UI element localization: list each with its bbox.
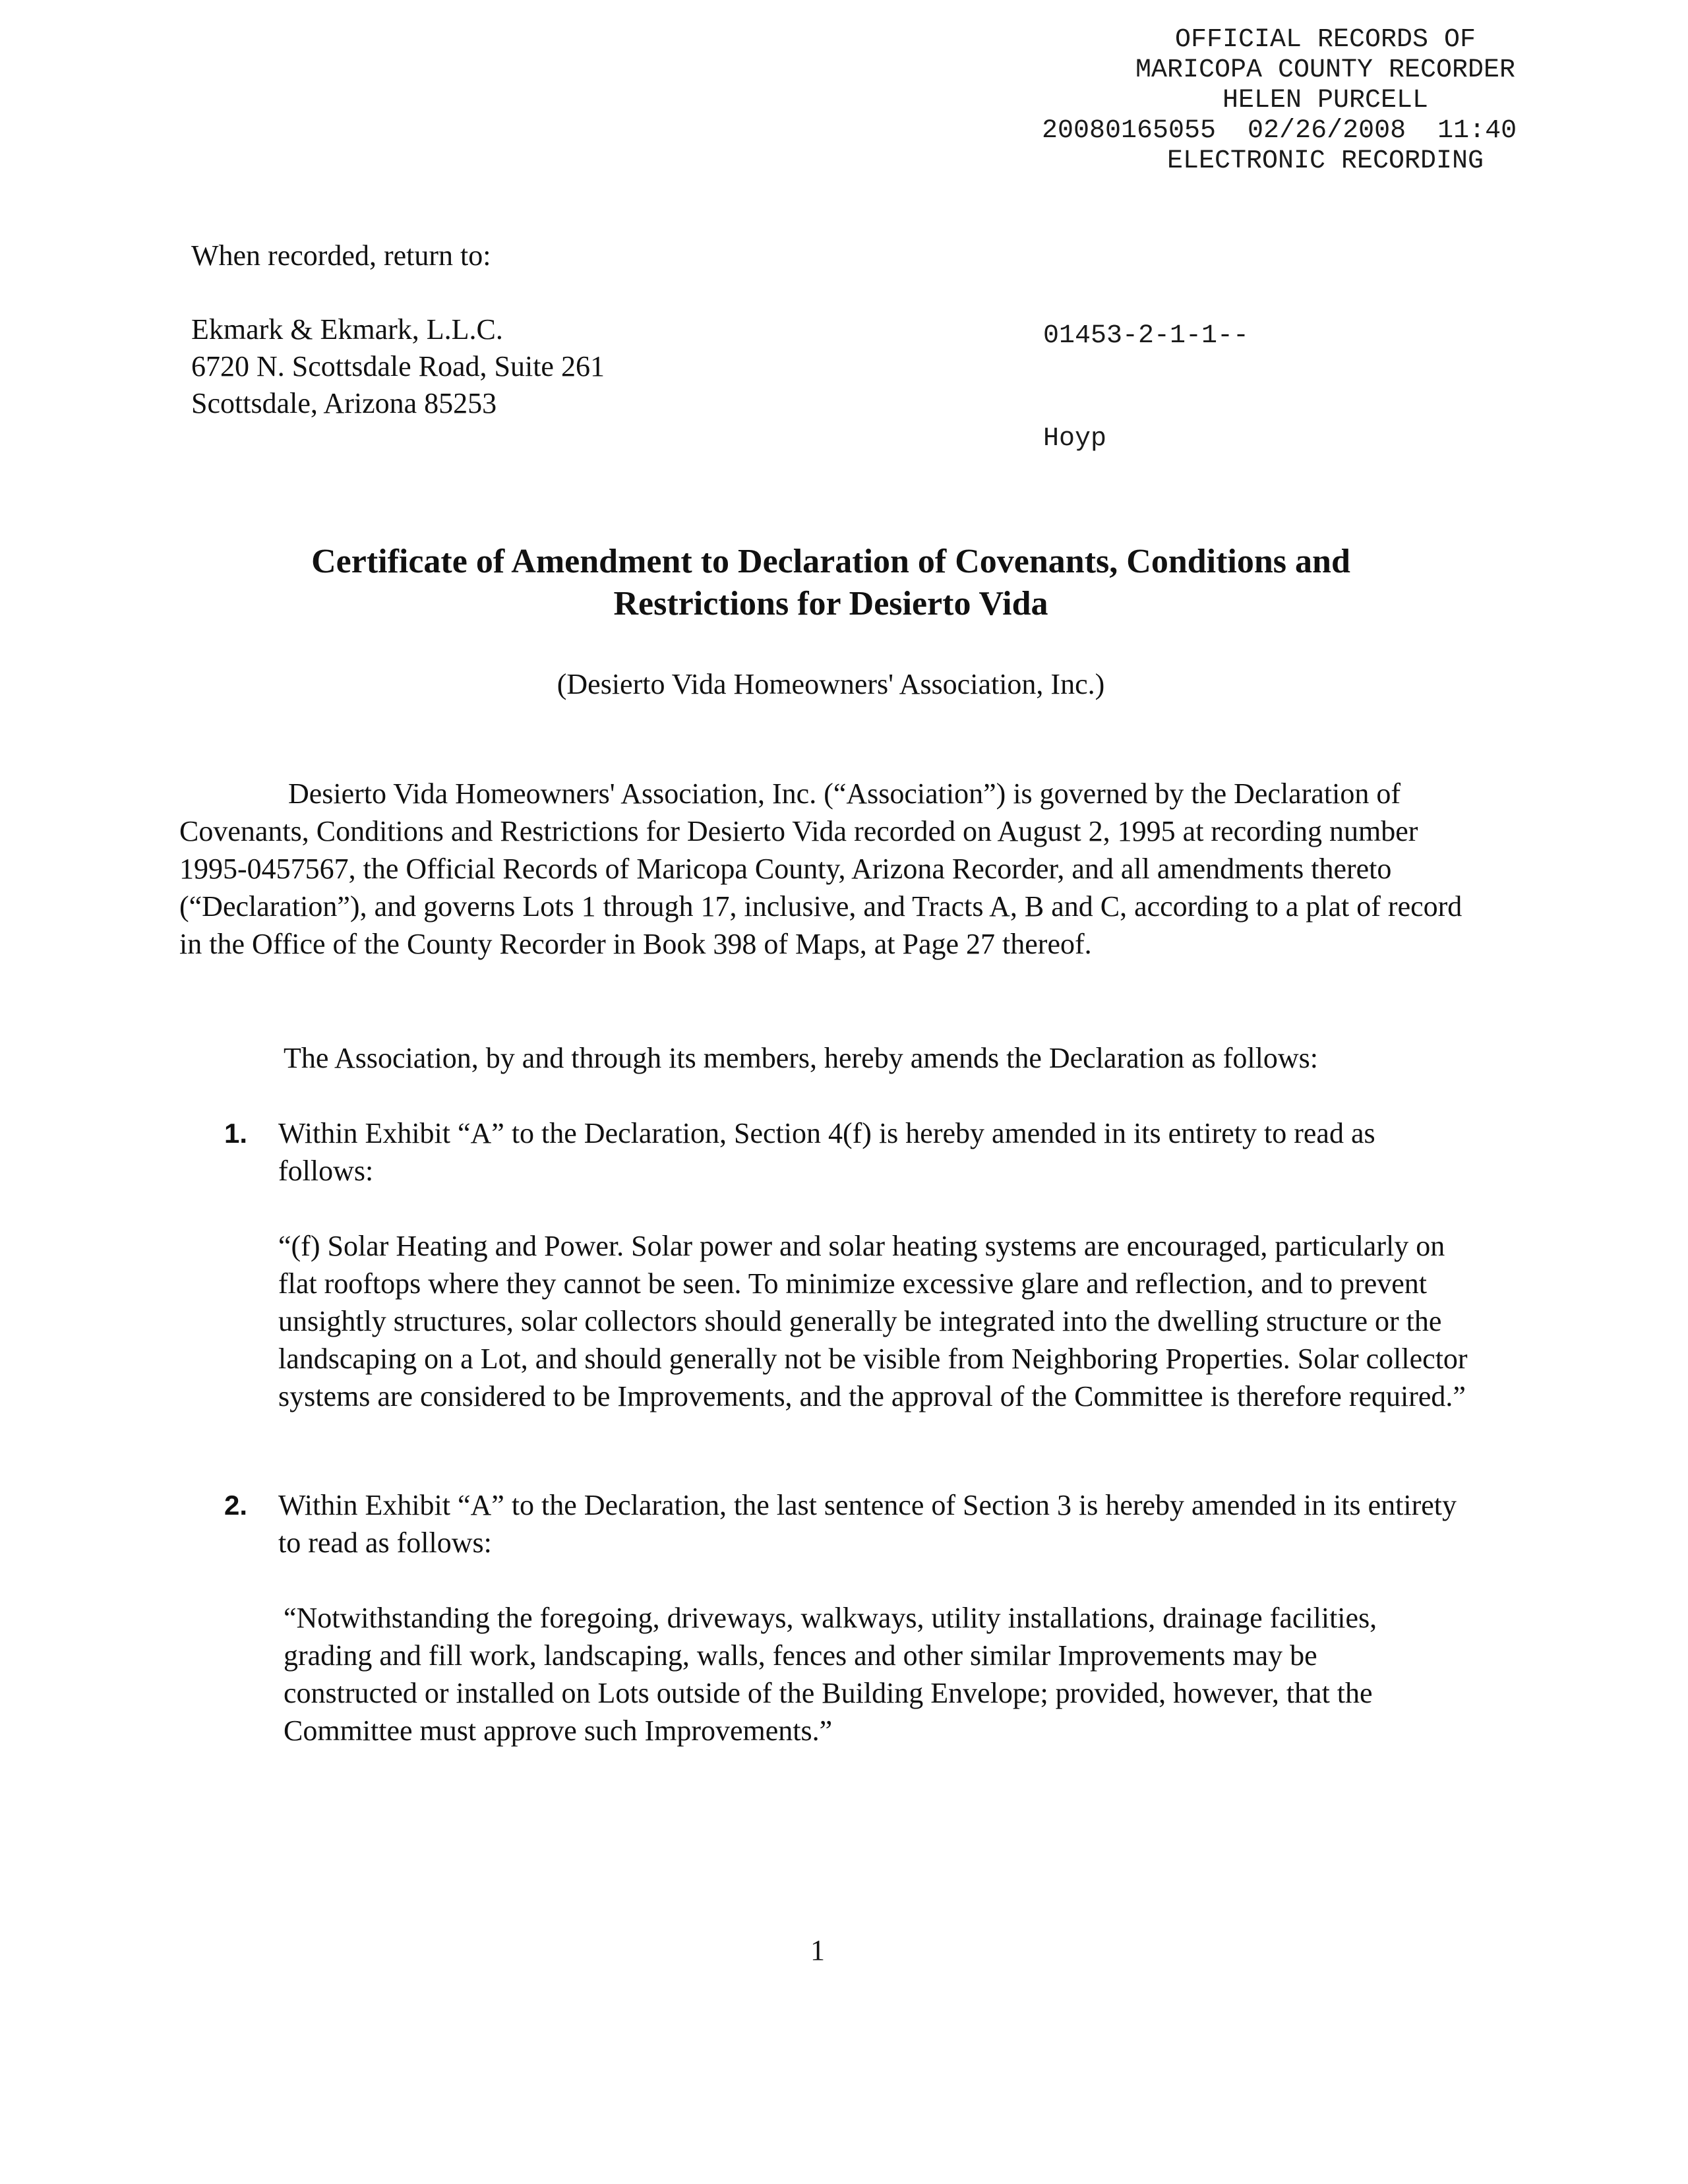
amendment-text: Within Exhibit “A” to the Declaration, Section 4(f) is hereby amended in its entirety to read as follows: <box>278 1117 1375 1187</box>
amendment-number: 2. <box>224 1490 248 1521</box>
document-subtitle: (Desierto Vida Homeowners' Association, Inc.) <box>557 668 1105 700</box>
recorder-stamp-line: OFFICIAL RECORDS OF <box>1174 25 1476 55</box>
amendment-text: Within Exhibit “A” to the Declaration, the last sentence of Section 3 is hereby amended in its entirety to read as follows: <box>278 1489 1457 1559</box>
document-title <box>185 541 1477 625</box>
intro-paragraph: Desierto Vida Homeowners' Association, Inc. (“Association”) is governed by the Declaration of Covenants, Conditions and Restrictions for Desierto Vida recorded on August 2, 1995 at recording number 1995-0457567, the Official Records of Maricopa County, Arizona Recorder, and all amendments thereto (“Declaration”), and governs Lots 1 through 17, inclusive, and Tracts A, B and C, according to a plat of record in the Office of the County Recorder in Book 398 of Maps, at Page 27 thereof. <box>179 777 1462 960</box>
recorder-stamp <box>1029 25 1622 177</box>
return-to-name: Ekmark & Ekmark, L.L.C. <box>191 313 503 346</box>
return-to-city: Scottsdale, Arizona 85253 <box>191 387 497 419</box>
recorder-stamp-line: HELEN PURCELL <box>1222 86 1429 115</box>
amendment-item <box>224 1486 1477 1749</box>
record-code <box>1043 251 1249 525</box>
recorder-stamp-line: MARICOPA COUNTY RECORDER <box>1135 55 1516 85</box>
document-title-line: Certificate of Amendment to Declaration of Covenants, Conditions and <box>311 543 1350 580</box>
return-to-label: When recorded, return to: <box>191 239 491 272</box>
recorder-stamp-line: ELECTRONIC RECORDING <box>1166 146 1484 176</box>
amendment-item <box>224 1114 1477 1415</box>
document-title-line: Restrictions for Desierto Vida <box>613 585 1048 622</box>
return-to-street: 6720 N. Scottsdale Road, Suite 261 <box>191 350 605 382</box>
amends-statement: The Association, by and through its members, hereby amends the Declaration as follows: <box>284 1042 1318 1074</box>
record-code-initials: Hoyp <box>1043 424 1107 454</box>
page-number: 1 <box>810 1934 825 1966</box>
amendment-number: 1. <box>224 1118 248 1149</box>
amendment-quote: “(f) Solar Heating and Power. Solar power and solar heating systems are encouraged, particularly on flat rooftops where they cannot be seen. To minimize excessive glare and reflection, and to prevent unsightly structures, solar collectors should generally be integrated into the dwelling structure or the landscaping on a Lot, and should generally not be visible from Neighboring Properties. Solar collector systems are considered to be Improvements, and the approval of the Committee is therefore required.” <box>278 1230 1468 1412</box>
return-to-block <box>191 237 605 422</box>
recording-number-date-time: 20080165055 02/26/2008 11:40 <box>1042 116 1517 146</box>
record-code-number: 01453-2-1-1-- <box>1043 321 1250 351</box>
amendment-quote: “Notwithstanding the foregoing, driveways, walkways, utility installations, drainage facilities, grading and fill work, landscaping, walls, fences and other similar Improvements may be constructed or installed on Lots outside of the Building Envelope; provided, however, that the Committee must approve such Improvements.” <box>284 1602 1377 1747</box>
spacer <box>191 274 605 311</box>
